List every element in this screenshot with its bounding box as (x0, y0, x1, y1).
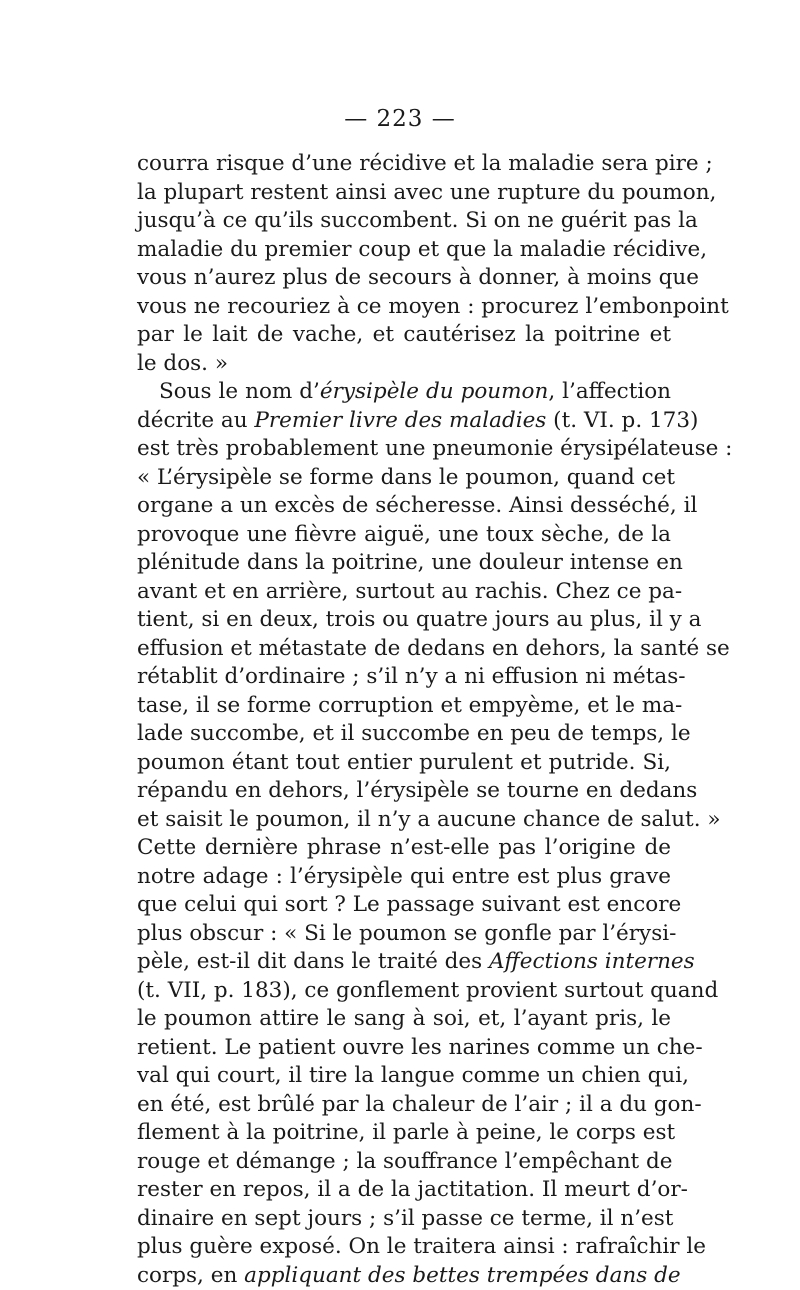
text-run: répandu en dehors, l’érysipèle se tourne en dedans (137, 778, 697, 803)
text-line (137, 720, 671, 749)
text-run: rétablit d’ordinaire ; s’il n’y a ni effusion ni métas- (137, 664, 686, 689)
text-line (137, 1262, 671, 1290)
text-line (137, 236, 671, 265)
text-line (137, 350, 671, 379)
text-run: organe a un excès de sécheresse. Ainsi desséché, il (137, 493, 697, 518)
text-run: avant et en arrière, surtout au rachis. Chez ce pa- (137, 579, 682, 604)
text-line (137, 948, 671, 977)
text-run: jusqu’à ce qu’ils succombent. Si on ne guérit pas la (137, 208, 698, 233)
text-run: « L’érysipèle se forme dans le poumon, quand cet (137, 465, 675, 490)
text-run: décrite au (137, 408, 254, 433)
text-run: en été, est brûlé par la chaleur de l’air ; il a du gon- (137, 1092, 702, 1117)
page-number: — 223 — (0, 106, 800, 132)
text-line (137, 920, 671, 949)
text-line (137, 1005, 671, 1034)
text-line (137, 578, 671, 607)
text-line (137, 635, 671, 664)
text-run: vous n’aurez plus de secours à donner, à moins que (137, 265, 699, 290)
text-line (137, 179, 671, 208)
text-run: vous ne recouriez à ce moyen : procurez l’embonpoint (137, 294, 729, 319)
text-run: lade succombe, et il succombe en peu de temps, le (137, 721, 691, 746)
text-run: et saisit le poumon, il n’y a aucune chance de salut. » (137, 807, 721, 832)
text-run: (t. VI. p. 173) (546, 408, 698, 433)
text-line (137, 891, 671, 920)
text-run: rester en repos, il a de la jactitation. Il meurt d’or- (137, 1177, 688, 1202)
text-run: dinaire en sept jours ; s’il passe ce terme, il n’est (137, 1206, 673, 1231)
text-run: plénitude dans la poitrine, une douleur intense en (137, 550, 683, 575)
text-line (137, 1062, 671, 1091)
text-run: courra risque d’une récidive et la maladie sera pire ; (137, 151, 713, 176)
text-line (137, 378, 671, 407)
text-line (137, 806, 671, 835)
text-run: rouge et démange ; la souffrance l’empêchant de (137, 1149, 673, 1174)
text-line (137, 293, 671, 322)
text-run: corps, en (137, 1263, 244, 1288)
text-line (137, 207, 671, 236)
text-run: est très probablement une pneumonie érysipélateuse : (137, 436, 732, 461)
italic-text: érysipèle du poumon (320, 379, 548, 404)
text-run: par le lait de vache, et cautérisez la poitrine et (137, 322, 671, 347)
text-run: (t. VII, p. 183), ce gonflement provient surtout quand (137, 978, 718, 1003)
text-line (137, 834, 671, 863)
text-run: plus obscur : « Si le poumon se gonfle par l’érysi- (137, 921, 676, 946)
page-body-text (137, 150, 671, 1290)
text-run: que celui qui sort ? Le passage suivant est encore (137, 892, 681, 917)
text-run: Sous le nom d’ (159, 379, 320, 404)
text-line (137, 1176, 671, 1205)
text-line (137, 492, 671, 521)
text-run: tient, si en deux, trois ou quatre jours au plus, il y a (137, 607, 701, 632)
text-line (137, 464, 671, 493)
text-line (137, 1205, 671, 1234)
text-line (137, 606, 671, 635)
text-run: pèle, est-il dit dans le traité des (137, 949, 489, 974)
text-line (137, 521, 671, 550)
text-run: , l’affection (548, 379, 671, 404)
text-run: le dos. » (137, 351, 228, 376)
text-line (137, 1034, 671, 1063)
text-run: notre adage : l’érysipèle qui entre est plus grave (137, 864, 671, 889)
text-line (137, 1119, 671, 1148)
italic-text: appliquant des bettes trempées dans de (244, 1263, 680, 1288)
text-line (137, 1148, 671, 1177)
italic-text: Affections internes (489, 949, 695, 974)
text-run: effusion et métastate de dedans en dehors, la santé se (137, 636, 730, 661)
text-line (137, 749, 671, 778)
text-run: Cette dernière phrase n’est-elle pas l’origine de (137, 835, 671, 860)
text-run: poumon étant tout entier purulent et putride. Si, (137, 750, 671, 775)
text-line (137, 264, 671, 293)
text-line (137, 1233, 671, 1262)
text-run: le poumon attire le sang à soi, et, l’ayant pris, le (137, 1006, 671, 1031)
text-run: plus guère exposé. On le traitera ainsi : rafraîchir le (137, 1234, 706, 1259)
text-line (137, 321, 671, 350)
text-run: maladie du premier coup et que la maladie récidive, (137, 237, 707, 262)
text-line (137, 1091, 671, 1120)
text-line (137, 692, 671, 721)
text-run: la plupart restent ainsi avec une rupture du poumon, (137, 180, 716, 205)
text-line (137, 150, 671, 179)
text-line (137, 777, 671, 806)
text-line (137, 549, 671, 578)
text-run: provoque une fièvre aiguë, une toux sèche, de la (137, 522, 671, 547)
text-run: flement à la poitrine, il parle à peine, le corps est (137, 1120, 675, 1145)
italic-text: Premier livre des maladies (254, 408, 546, 433)
text-line (137, 435, 671, 464)
text-run: val qui court, il tire la langue comme un chien qui, (137, 1063, 689, 1088)
text-run: retient. Le patient ouvre les narines comme un che- (137, 1035, 703, 1060)
text-line (137, 863, 671, 892)
text-run: tase, il se forme corruption et empyème, et le ma- (137, 693, 682, 718)
text-line (137, 407, 671, 436)
text-line (137, 977, 671, 1006)
text-line (137, 663, 671, 692)
